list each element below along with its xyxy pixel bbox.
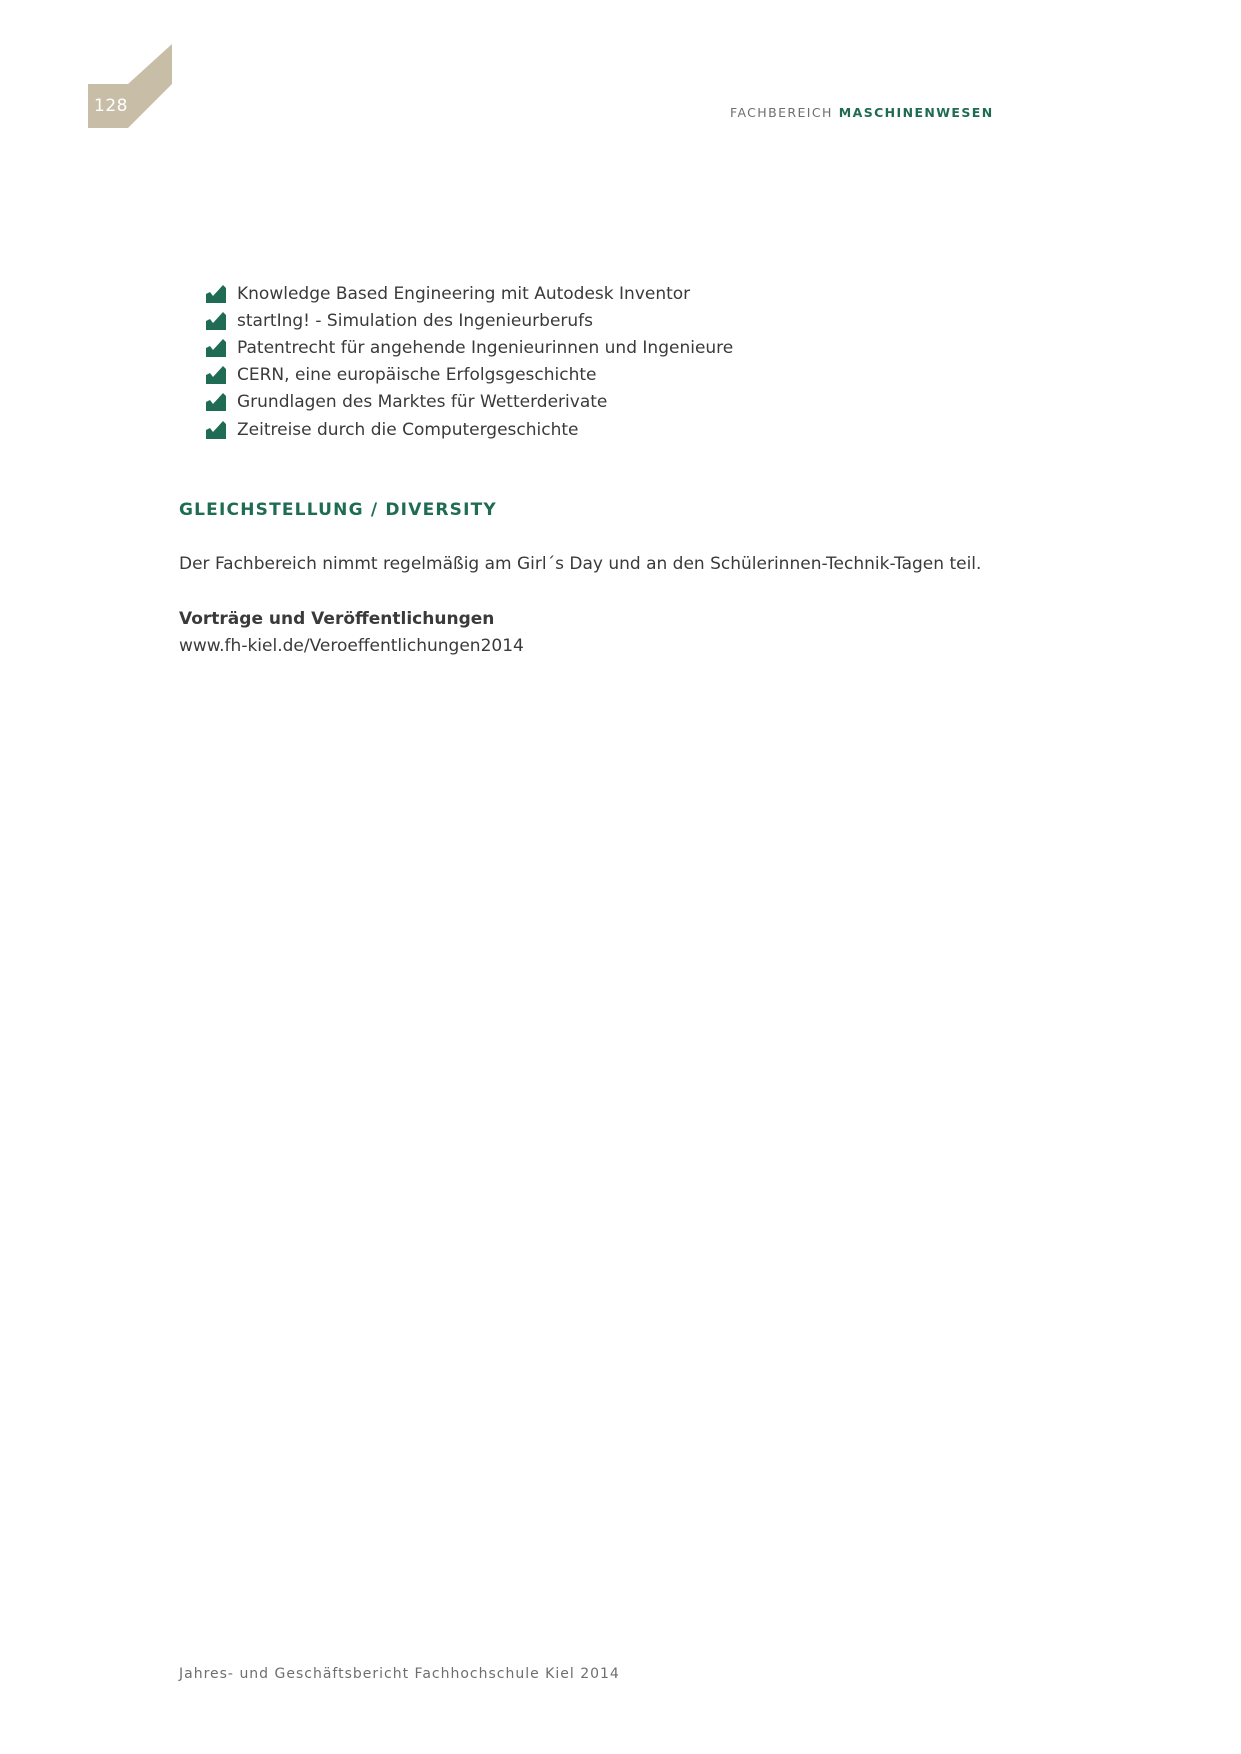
section-heading-diversity: GLEICHSTELLUNG / DIVERSITY [179, 500, 497, 520]
check-icon [206, 366, 226, 384]
topic-list [206, 280, 733, 443]
list-item-label: CERN, eine europäische Erfolgsgeschichte [237, 365, 597, 386]
list-item [206, 362, 733, 389]
list-item [206, 389, 733, 416]
list-item-label: Zeitreise durch die Computergeschichte [237, 419, 579, 440]
check-icon [206, 421, 226, 439]
page-footer: Jahres- und Geschäftsbericht Fachhochschule Kiel 2014 [179, 1666, 620, 1682]
list-item-label: Patentrecht für angehende Ingenieurinnen und Ingenieure [237, 337, 734, 358]
list-item [206, 416, 733, 443]
header-department: MASCHINENWESEN [838, 105, 994, 120]
list-item-label: Grundlagen des Marktes für Wetterderivate [237, 392, 608, 413]
publications-link[interactable]: www.fh-kiel.de/Veroeffentlichungen2014 [179, 636, 524, 656]
page-corner-badge [88, 44, 174, 128]
check-icon [206, 285, 226, 303]
list-item [206, 280, 733, 307]
list-item-label: Knowledge Based Engineering mit Autodesk Inventor [237, 283, 691, 304]
header-label: FACHBEREICH [730, 105, 833, 120]
list-item-label: startIng! - Simulation des Ingenieurberufs [237, 310, 594, 331]
list-item [206, 334, 733, 361]
diversity-paragraph: Der Fachbereich nimmt regelmäßig am Girl´s Day und an den Schülerinnen-Technik-Tagen teil. [179, 554, 982, 574]
check-icon [206, 339, 226, 357]
running-header [730, 105, 994, 120]
list-item [206, 307, 733, 334]
page-number: 128 [94, 96, 128, 116]
check-icon [206, 312, 226, 330]
check-icon [206, 393, 226, 411]
publications-title: Vorträge und Veröffentlichungen [179, 609, 495, 629]
